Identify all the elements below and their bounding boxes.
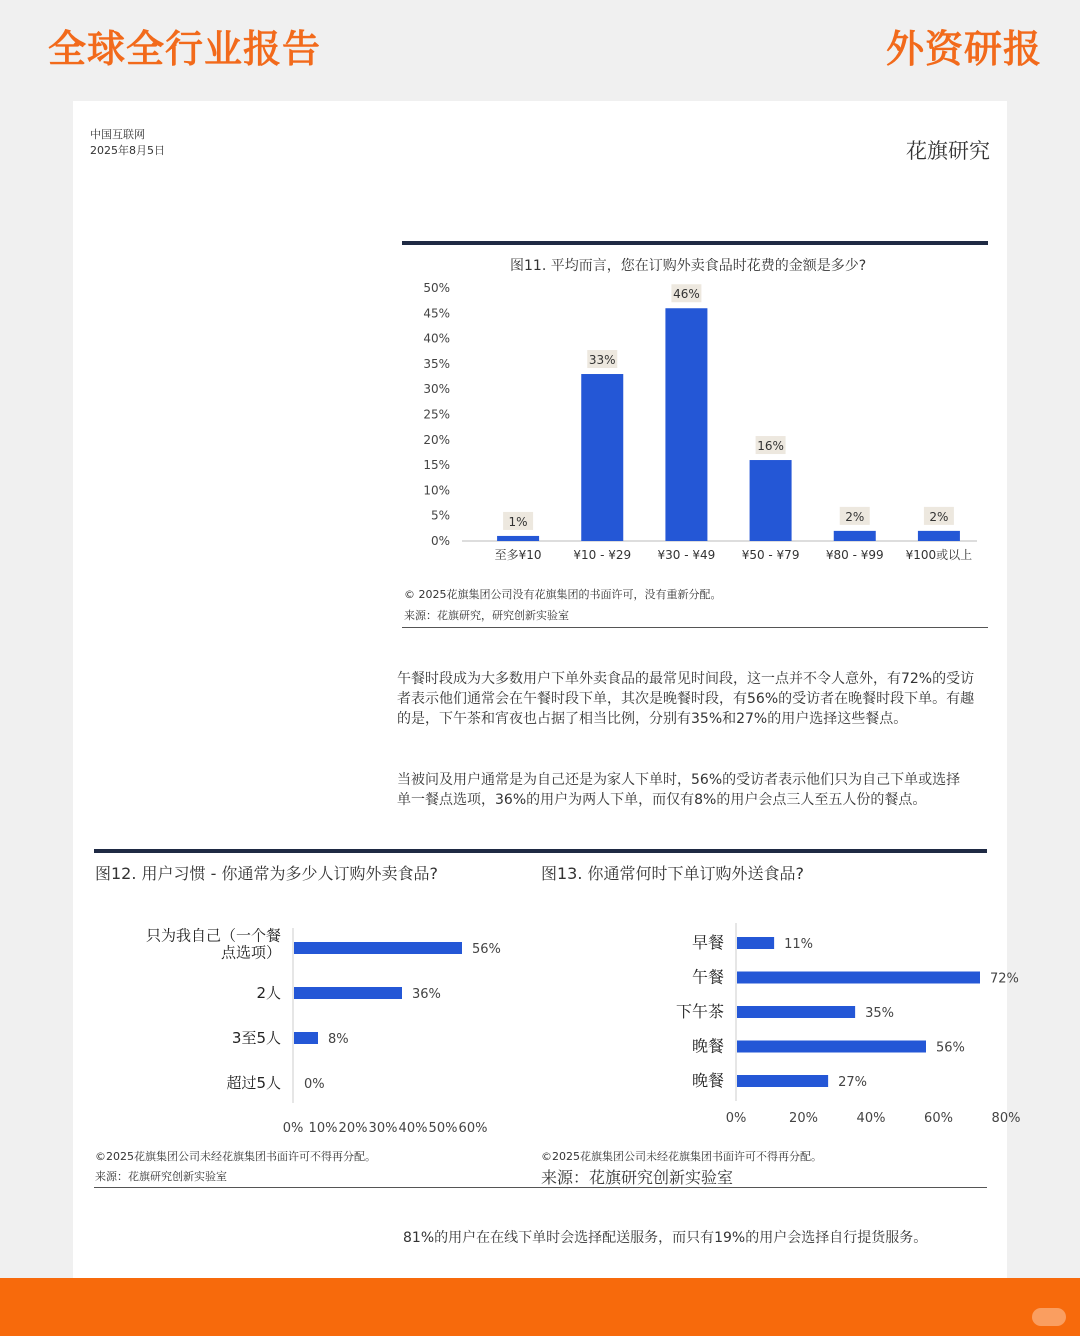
data-label: 0% xyxy=(304,1077,325,1092)
bar xyxy=(834,531,876,541)
y-tick-label: 0% xyxy=(430,534,450,548)
fig13-source: 来源：花旗研究创新实验室 xyxy=(541,1168,734,1187)
x-tick-label: 20% xyxy=(789,1111,818,1126)
category-label: 2人 xyxy=(256,984,281,1002)
category-label: 点选项） xyxy=(220,943,281,962)
data-label: 36% xyxy=(412,987,441,1002)
bar xyxy=(497,536,539,541)
data-label: 72% xyxy=(990,971,1019,987)
x-tick-label: 60% xyxy=(924,1111,953,1126)
paragraph-lunch: 午餐时段成为大多数用户下单外卖食品的最常见时间段，这一点并不令人意外，有72%的受访者表示他们通常会在午餐时段下单，其次是晚餐时段，有56%的受访者在晚餐时段下单。有趣的是，下午茶和宵夜也占据了相当比例，分别有35%和27%的用户选择这些餐点。 xyxy=(397,671,975,727)
category-label: 早餐 xyxy=(691,933,724,952)
fig13-title: 图13. 你通常何时下单订购外送食品? xyxy=(541,864,805,883)
y-tick-label: 15% xyxy=(423,458,450,473)
data-label: 33% xyxy=(588,353,616,368)
banner-right-title: 外资研报 xyxy=(885,27,1042,71)
bar xyxy=(737,1075,828,1087)
data-label: 8% xyxy=(328,1032,349,1047)
publisher: 中国互联网 xyxy=(90,128,145,141)
data-label: 16% xyxy=(757,439,784,454)
x-tick-label: 10% xyxy=(308,1121,338,1136)
bar xyxy=(294,1032,318,1044)
doc-meta xyxy=(90,127,165,159)
bar xyxy=(294,942,462,954)
brand-name: 花旗研究 xyxy=(906,139,990,163)
y-tick-label: 45% xyxy=(423,306,450,321)
fig11-copyright: © 2025花旗集团公司没有花旗集团的书面许可，没有重新分配。 xyxy=(404,588,722,601)
fig11-bottom-rule xyxy=(402,627,988,628)
data-label: 1% xyxy=(508,514,528,529)
x-tick-label: 40% xyxy=(398,1121,428,1136)
watermark-badge xyxy=(1032,1308,1066,1326)
bar xyxy=(737,1006,855,1018)
x-tick-label: 50% xyxy=(428,1121,458,1136)
bar xyxy=(737,937,774,949)
y-tick-label: 20% xyxy=(423,432,450,447)
bar xyxy=(294,987,402,999)
category-label: 超过5人 xyxy=(226,1074,281,1092)
data-label: 56% xyxy=(936,1040,965,1056)
fig13-chart xyxy=(573,921,1021,1141)
category-label: 晚餐 xyxy=(691,1036,724,1056)
x-tick-label: ¥10 - ¥29 xyxy=(573,548,632,562)
x-tick-label: ¥50 - ¥79 xyxy=(741,548,800,562)
category-label: 午餐 xyxy=(691,967,724,987)
bar xyxy=(581,374,623,541)
x-tick-label: 30% xyxy=(368,1121,398,1136)
y-tick-label: 30% xyxy=(423,382,450,397)
data-label: 2% xyxy=(929,509,949,524)
category-label: 只为我自己（一个餐 xyxy=(145,926,281,945)
fig11-source: 来源：花旗研究，研究创新实验室 xyxy=(404,609,569,622)
data-label: 11% xyxy=(784,937,814,952)
fig11-top-rule xyxy=(402,241,988,245)
bar xyxy=(665,308,707,541)
x-tick-label: 0% xyxy=(725,1111,747,1126)
x-tick-label: 20% xyxy=(338,1121,368,1136)
x-tick-label: ¥30 - ¥49 xyxy=(657,548,716,562)
fig12-chart xyxy=(113,921,513,1141)
x-tick-label: 60% xyxy=(458,1121,488,1136)
category-label: 3至5人 xyxy=(231,1029,281,1047)
banner-left-title: 全球全行业报告 xyxy=(48,27,322,71)
bar xyxy=(737,1041,926,1053)
footer-bar xyxy=(0,1278,1080,1336)
paragraph-delivery: 81%的用户在在线下单时会选择配送服务，而只有19%的用户会选择自行提货服务。 xyxy=(403,1230,928,1246)
fig11-title: 图11. 平均而言，您在订购外卖食品时花费的金额是多少? xyxy=(510,258,867,274)
bar xyxy=(750,460,792,541)
fig12-source: 来源：花旗研究创新实验室 xyxy=(95,1170,227,1183)
y-tick-label: 35% xyxy=(423,356,450,371)
data-label: 2% xyxy=(845,509,865,524)
bar xyxy=(737,972,980,984)
fig12-title: 图12. 用户习惯 - 你通常为多少人订购外卖食品? xyxy=(95,864,438,883)
y-tick-label: 5% xyxy=(430,508,450,523)
y-tick-label: 40% xyxy=(423,331,450,346)
data-label: 56% xyxy=(472,942,501,957)
fig13-copyright: ©2025花旗集团公司未经花旗集团书面许可不得再分配。 xyxy=(541,1150,822,1163)
report-page xyxy=(73,101,1021,1281)
bar xyxy=(918,531,960,541)
category-label: 下午茶 xyxy=(675,1002,724,1021)
x-tick-label: 至多¥10 xyxy=(494,548,542,562)
x-tick-label: 80% xyxy=(991,1111,1021,1126)
x-tick-label: ¥100或以上 xyxy=(905,548,973,562)
data-label: 46% xyxy=(673,287,700,302)
x-tick-label: 0% xyxy=(282,1121,304,1136)
category-label: 晚餐 xyxy=(691,1071,724,1090)
x-tick-label: 40% xyxy=(856,1111,886,1126)
doc-date: 2025年8月5日 xyxy=(90,144,165,157)
paragraph-party-size: 当被问及用户通常是为自己还是为家人下单时，56%的受访者表示他们只为自己下单或选择单一餐点选项，36%的用户为两人下单，而仅有8%的用户会点三人至五人份的餐点。 xyxy=(397,772,961,808)
fig12-13-bottom-rule xyxy=(94,1187,987,1188)
y-tick-label: 50% xyxy=(423,281,450,295)
y-tick-label: 25% xyxy=(423,407,450,422)
fig11-chart xyxy=(402,273,988,573)
y-tick-label: 10% xyxy=(423,483,450,498)
data-label: 35% xyxy=(865,1006,895,1021)
fig12-copyright: ©2025花旗集团公司未经花旗集团书面许可不得再分配。 xyxy=(95,1150,376,1163)
data-label: 27% xyxy=(838,1075,868,1090)
x-tick-label: ¥80 - ¥99 xyxy=(825,548,884,562)
fig12-13-top-rule xyxy=(94,849,987,853)
